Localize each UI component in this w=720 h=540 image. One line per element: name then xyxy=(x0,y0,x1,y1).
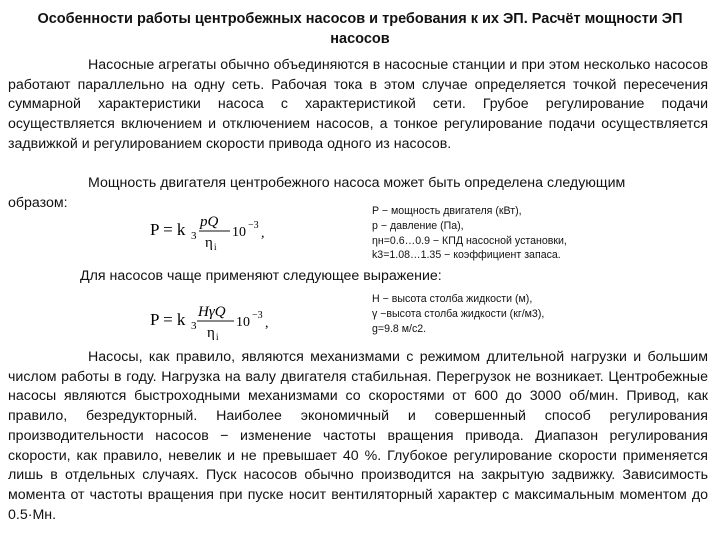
formula-den-subscript: i xyxy=(216,332,219,342)
head-power-formula xyxy=(148,296,278,342)
legend-item-gamma: γ −высота столба жидкости (кг/м3), xyxy=(372,307,545,320)
legend-formula-1 xyxy=(372,204,567,263)
formula-comma: , xyxy=(265,316,269,331)
legend-item-power: P − мощность двигателя (кВт), xyxy=(372,205,522,217)
legend-item-pressure: p − давление (Па), xyxy=(372,219,464,232)
formula-den-subscript: i xyxy=(214,242,217,252)
formula-power: 10 xyxy=(232,225,246,240)
paragraph-power-intro-end: образом: xyxy=(8,195,68,211)
formula-k-subscript: 3 xyxy=(191,230,197,242)
legend-item-reserve: k3=1.08…1.35 − коэффициент запаса. xyxy=(372,249,561,262)
formula-k-subscript: 3 xyxy=(191,320,197,332)
power-formula xyxy=(148,206,278,252)
formula-lhs: P = k xyxy=(150,220,186,239)
formula-exponent: −3 xyxy=(252,310,263,321)
formula-denominator: η xyxy=(205,235,213,251)
paragraph-common-expression: Для насосов чаще применяют следующее выражение: xyxy=(80,268,442,284)
formula-power: 10 xyxy=(236,315,250,330)
formula-denominator: η xyxy=(207,325,215,341)
formula-comma: , xyxy=(261,226,265,241)
legend-formula-2 xyxy=(372,292,544,336)
formula-lhs: P = k xyxy=(150,310,186,329)
legend-item-gravity: g=9.8 м/с2. xyxy=(372,322,427,335)
legend-item-efficiency: ηн=0.6…0.9 − КПД насосной установки, xyxy=(372,234,567,247)
paragraph-pump-stations: Насосные агрегаты обычно объединяются в насосные станции и при этом несколько насосов работают параллельно на одну сеть. Рабочая тока в этом случае определяется точкой пересечения суммарной характеристики насоса с характеристикой сети. Грубое регулирование подачи осуществляется включением и отключением насосов, а тонкое регулирование подачи осуществляется задвижкой и регулированием скорости привода одного из насосов. xyxy=(8,57,708,152)
page-title: Особенности работы центробежных насосов и требования к их ЭП. Расчёт мощности ЭП насосов xyxy=(37,11,683,47)
paragraph-pump-operation: Насосы, как правило, являются механизмами с режимом длительной нагрузки и большим числом работы в году. Нагрузка на валу двигателя стабильная. Перегрузок не возникает. Центробежные насосы являются быстроходными механизмами со скоростями от 600 до 3000 об/мин. Привод, как правило, безредукторный. Наиболее экономичный и совершенный способ регулирования производительности насосов − изменение частоты вращения привода. Диапазон регулирования скорости, как правило, невелик и не превышает 40 %. Глубокое регулирование скорости применяется лишь в отдельных случаях. Пуск насосов обычно производится на закрытую задвижку. Зависимость момента от частоты вращения при пуске носит вентиляторный характер с максимальным моментом до 0.5·Мн. xyxy=(8,349,708,523)
legend-item-head: H − высота столба жидкости (м), xyxy=(372,293,533,305)
formula-exponent: −3 xyxy=(248,220,259,231)
formula-numerator: HγQ xyxy=(198,304,226,320)
formula-numerator: pQ xyxy=(200,214,219,230)
paragraph-power-intro: Мощность двигателя центробежного насоса может быть определена следующим xyxy=(88,175,626,191)
